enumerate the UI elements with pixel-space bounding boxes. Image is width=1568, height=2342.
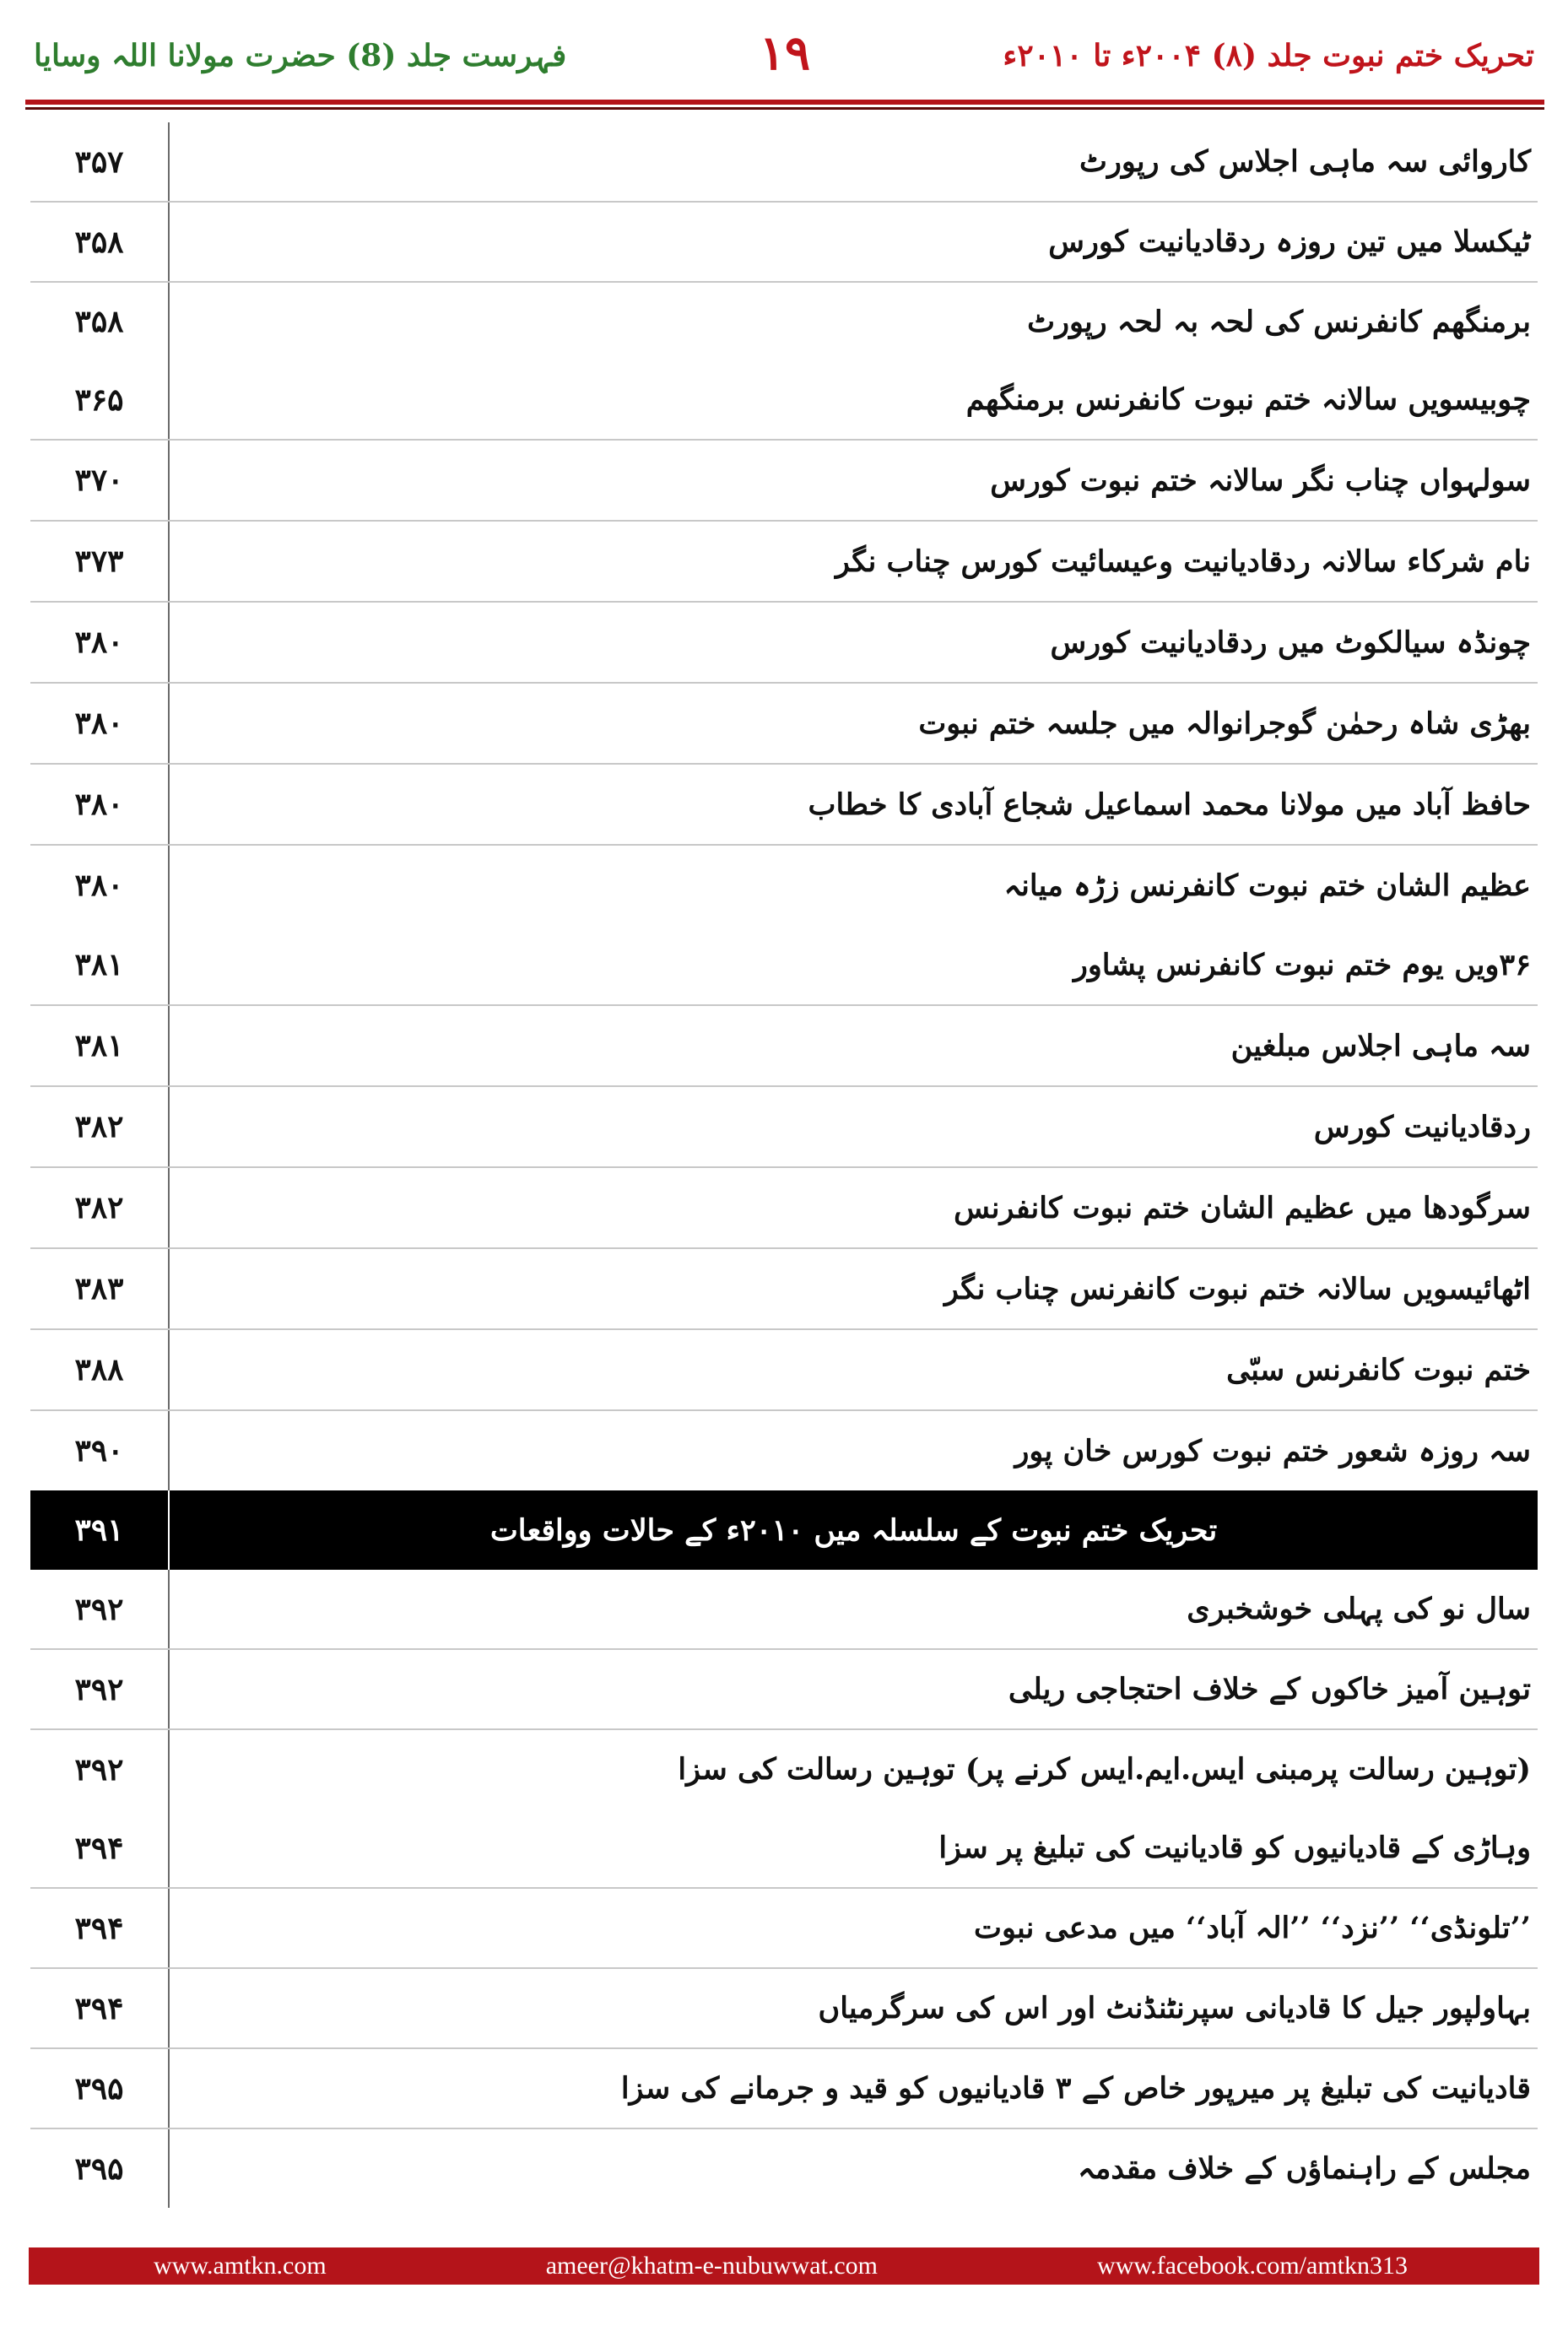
toc-title: سال نو کی پہلی خوشخبری	[1187, 1592, 1531, 1626]
toc-row[interactable]	[30, 925, 1538, 1006]
toc-title: وہاڑی کے قادیانیوں کو قادیانیت کی تبلیغ پر سزا	[938, 1831, 1531, 1865]
toc-title: ’’تلونڈی‘‘ ’’نزد‘‘ ’’الہ آباد‘‘ میں مدعی نبوت	[974, 1911, 1531, 1945]
toc-page-number: ۳۹۱	[30, 1490, 170, 1570]
toc-title: مجلس کے راہنماؤں کے خلاف مقدمہ	[1078, 2151, 1531, 2186]
toc-row[interactable]	[30, 1730, 1538, 1809]
toc-page-number: ۳۹۰	[30, 1411, 170, 1490]
toc-title: عظیم الشان ختم نبوت کانفرنس زڑہ میانہ	[1003, 868, 1531, 903]
footer-facebook-link[interactable]: www.facebook.com/amtkn313	[1097, 2252, 1408, 2280]
toc-row[interactable]	[30, 2129, 1538, 2208]
toc-page-number: ۳۸۱	[30, 1006, 170, 1085]
toc-row[interactable]	[30, 2049, 1538, 2129]
toc-row[interactable]	[30, 122, 1538, 203]
toc-page-number: ۳۸۰	[30, 684, 170, 763]
toc-row[interactable]	[30, 765, 1538, 846]
toc-title: حافظ آباد میں مولانا محمد اسماعیل شجاع آبادی کا خطاب	[808, 787, 1531, 822]
toc-page-number: ۳۹۵	[30, 2129, 170, 2208]
toc-row[interactable]	[30, 1168, 1538, 1249]
header-index-title: فہرست جلد (8) حضرت مولانا اللہ وسایا	[34, 38, 567, 73]
toc-section-title: تحریک ختم نبوت کے سلسلہ میں ۲۰۱۰ء کے حالات وواقعات	[489, 1512, 1218, 1548]
toc-title: سہ ماہی اجلاس مبلغین	[1230, 1028, 1531, 1063]
toc-page-number: ۳۸۰	[30, 765, 170, 844]
toc-row[interactable]	[30, 684, 1538, 765]
toc-page-number: ۳۸۰	[30, 603, 170, 682]
toc-page-number: ۳۹۵	[30, 2049, 170, 2128]
toc-title: بھڑی شاہ رحمٰن گوجرانوالہ میں جلسہ ختم نبوت	[918, 706, 1531, 741]
toc-page-number: ۳۹۴	[30, 1889, 170, 1967]
toc-row[interactable]	[30, 360, 1538, 441]
toc-row[interactable]	[30, 1889, 1538, 1969]
toc-page-number: ۳۹۴	[30, 1969, 170, 2047]
toc-row[interactable]	[30, 203, 1538, 283]
toc-page-number: ۳۸۲	[30, 1168, 170, 1247]
toc-page-number: ۳۵۷	[30, 122, 170, 201]
toc-page-number: ۳۹۲	[30, 1730, 170, 1809]
toc-row[interactable]	[30, 1650, 1538, 1730]
toc-title: کاروائی سہ ماہی اجلاس کی رپورٹ	[1079, 144, 1531, 179]
toc-page-number: ۳۹۲	[30, 1570, 170, 1648]
header-rule-secondary	[25, 107, 1544, 110]
toc-row[interactable]	[30, 1411, 1538, 1490]
toc-title: سرگودھا میں عظیم الشان ختم نبوت کانفرنس	[954, 1190, 1531, 1225]
toc-row[interactable]	[30, 1809, 1538, 1889]
toc-title: قادیانیت کی تبلیغ پر میرپور خاص کے ۳ قادیانیوں کو قید و جرمانے کی سزا	[620, 2071, 1531, 2106]
toc-page-number: ۳۷۰	[30, 441, 170, 520]
toc-title: نام شرکاء سالانہ ردقادیانیت وعیسائیت کورس چناب نگر	[835, 544, 1531, 579]
toc-page-number: ۳۸۳	[30, 1249, 170, 1328]
footer-email-link[interactable]: ameer@khatm-e-nubuwwat.com	[545, 2252, 879, 2280]
toc-page-number: ۳۶۵	[30, 360, 170, 439]
toc-row[interactable]	[30, 1570, 1538, 1650]
toc-title: توہین آمیز خاکوں کے خلاف احتجاجی ریلی	[1008, 1672, 1531, 1706]
toc-row[interactable]	[30, 846, 1538, 925]
toc-row[interactable]	[30, 283, 1538, 360]
toc-page-number: ۳۹۲	[30, 1650, 170, 1728]
toc-title: ٹیکسلا میں تین روزہ ردقادیانیت کورس	[1048, 224, 1531, 259]
header-rule	[25, 100, 1544, 105]
toc-section-heading[interactable]	[30, 1490, 1538, 1570]
toc-row[interactable]	[30, 522, 1538, 603]
toc-title: سہ روزہ شعور ختم نبوت کورس خان پور	[1014, 1433, 1531, 1468]
toc-page-number: ۳۸۰	[30, 846, 170, 925]
toc-page-number: ۳۵۸	[30, 283, 170, 360]
toc-title: سولہواں چناب نگر سالانہ ختم نبوت کورس	[990, 462, 1531, 498]
page-footer	[29, 2247, 1539, 2285]
toc-page-number: ۳۸۱	[30, 925, 170, 1004]
page-header	[0, 0, 1568, 110]
toc-title: برمنگھم کانفرنس کی لحہ بہ لحہ رپورٹ	[1027, 304, 1531, 339]
toc-title: اٹھائیسویں سالانہ ختم نبوت کانفرنس چناب نگر	[944, 1271, 1531, 1306]
toc-page-number: ۳۸۲	[30, 1087, 170, 1166]
footer-website-link[interactable]: www.amtkn.com	[154, 2252, 327, 2280]
table-of-contents	[30, 122, 1538, 2208]
toc-row[interactable]	[30, 1087, 1538, 1168]
toc-row[interactable]	[30, 1249, 1538, 1330]
toc-title: بہاولپور جیل کا قادیانی سپرنٹنڈنٹ اور اس کی سرگرمیاں	[818, 1991, 1531, 2026]
toc-row[interactable]	[30, 441, 1538, 522]
toc-row[interactable]	[30, 1969, 1538, 2049]
toc-title: چونڈہ سیالکوٹ میں ردقادیانیت کورس	[1050, 625, 1531, 660]
toc-page-number: ۳۷۳	[30, 522, 170, 601]
toc-title: چوبیسویں سالانہ ختم نبوت کانفرنس برمنگھم	[965, 382, 1531, 417]
toc-page-number: ۳۹۴	[30, 1809, 170, 1887]
toc-title: ختم نبوت کانفرنس سبّی	[1226, 1352, 1531, 1387]
page-number: ۱۹	[759, 25, 811, 81]
toc-title: ردقادیانیت کورس	[1313, 1109, 1531, 1144]
toc-page-number: ۳۵۸	[30, 203, 170, 281]
toc-title: ۳۶ویں یوم ختم نبوت کانفرنس پشاور	[1073, 947, 1531, 982]
toc-row[interactable]	[30, 603, 1538, 684]
toc-row[interactable]	[30, 1006, 1538, 1087]
header-book-title: تحریک ختم نبوت جلد (۸) ۲۰۰۴ء تا ۲۰۱۰ء	[1003, 38, 1534, 73]
toc-title: (توہین رسالت پرمبنی ایس.ایم.ایس کرنے پر) توہین رسالت کی سزا	[678, 1752, 1531, 1787]
toc-row[interactable]	[30, 1330, 1538, 1411]
toc-page-number: ۳۸۸	[30, 1330, 170, 1409]
